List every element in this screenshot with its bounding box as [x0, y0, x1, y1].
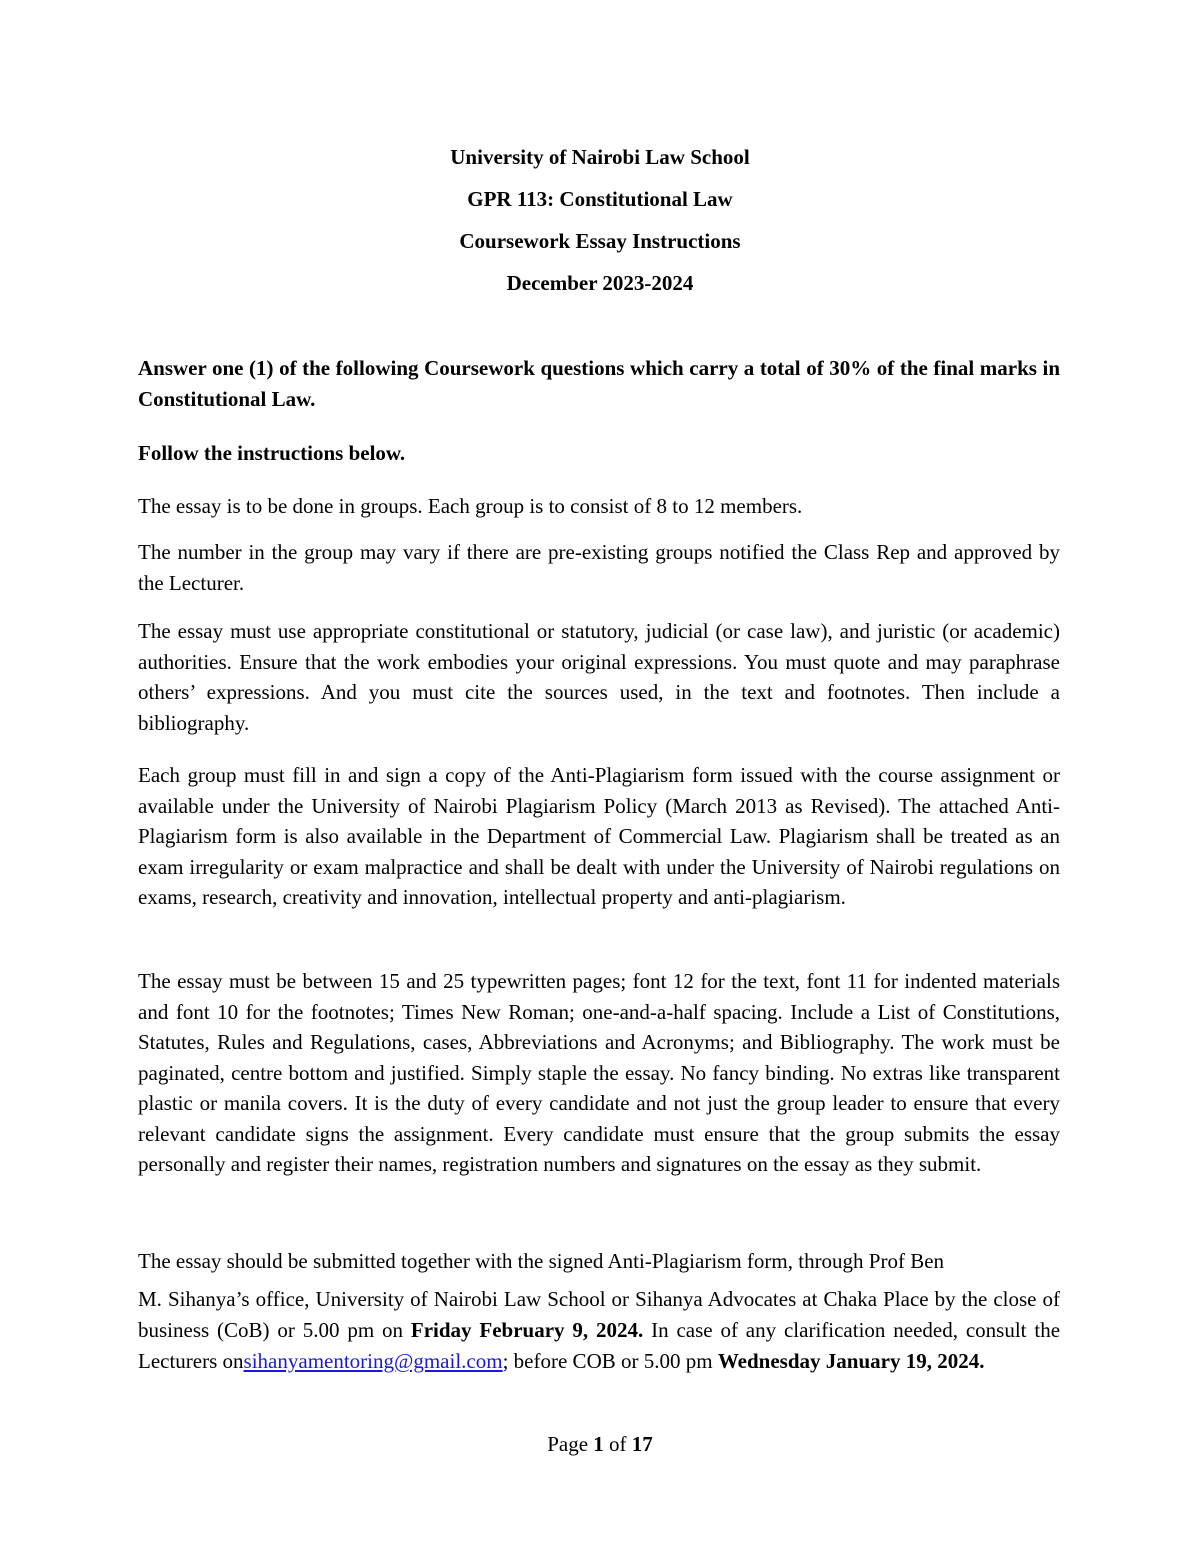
clarification-deadline: Wednesday January 19, 2024. — [717, 1349, 985, 1373]
submission-text-b: In case of any clarification needed, consult the Lecturers on — [138, 1318, 1061, 1373]
institution-title: University of Nairobi Law School — [450, 145, 750, 169]
course-title: GPR 113: Constitutional Law — [467, 187, 733, 211]
page-footer — [0, 1432, 1200, 1456]
document-date: December 2023-2024 — [506, 271, 694, 295]
document-title: Coursework Essay Instructions — [459, 229, 741, 253]
paragraph-anti-plagiarism: Each group must fill in and sign a copy of the Anti-Plagiarism form issued with the course assignment or available under the University of Nairobi Plagiarism Policy (March 2013 as Revised). The attached Anti-Plagiarism form is also available in the Department of Commercial Law. Plagiarism shall be treated as an exam irregularity or exam malpractice and shall be dealt with under the University of Nairobi regulations on exams, research, creativity and innovation, intellectual property and anti-plagiarism. — [138, 763, 1060, 909]
paragraph-authorities: The essay must use appropriate constitutional or statutory, judicial (or case law), and juristic (or academic) authorities. Ensure that the work embodies your original expressions. You must quote and may paraphrase others’ expressions. And you must cite the sources used, in the text and footnotes. Then include a bibliography. — [138, 619, 1060, 735]
of-word: of — [609, 1432, 627, 1456]
paragraph-group-size: The number in the group may vary if there are pre-existing groups notified the Class Rep and approved by the Lecturer. — [138, 540, 1060, 595]
contact-email-link[interactable]: sihanyamentoring@gmail.com — [243, 1349, 503, 1373]
submission-paragraph — [138, 1284, 1060, 1377]
paragraph-groups: The essay is to be done in groups. Each group is to consist of 8 to 12 members. — [138, 494, 803, 518]
submission-text-c: ; before COB or 5.00 pm — [502, 1349, 713, 1373]
submission-text-a: M. Sihanya’s office, University of Nairobi Law School or Sihanya Advocates at Chaka Place by the close of business (CoB) or 5.00 pm on — [138, 1287, 1060, 1342]
page-word: Page — [547, 1432, 589, 1456]
answer-instruction: Answer one (1) of the following Coursework questions which carry a total of 30% of the final marks in Constitutional Law. — [138, 356, 1060, 411]
follow-instruction: Follow the instructions below. — [138, 441, 406, 465]
paragraph-format: The essay must be between 15 and 25 typewritten pages; font 12 for the text, font 11 for indented materials and font 10 for the footnotes; Times New Roman; one-and-a-half spacing. Include a List of Constitutions, Statutes, Rules and Regulations, cases, Abbreviations and Acronyms; and Bibliography. The work must be paginated, centre bottom and justified. Simply staple the essay. No fancy binding. No extras like transparent plastic or manila covers. It is the duty of every candidate and not just the group leader to ensure that every relevant candidate signs the assignment. Every candidate must ensure that the group submits the essay personally and register their names, registration numbers and signatures on the essay as they submit. — [138, 969, 1060, 1176]
page-number: 1 — [593, 1432, 604, 1456]
submission-line-1: The essay should be submitted together with the signed Anti-Plagiarism form, through Prof Ben — [138, 1249, 945, 1273]
page-total: 17 — [631, 1432, 653, 1456]
submission-deadline: Friday February 9, 2024. — [410, 1318, 644, 1342]
